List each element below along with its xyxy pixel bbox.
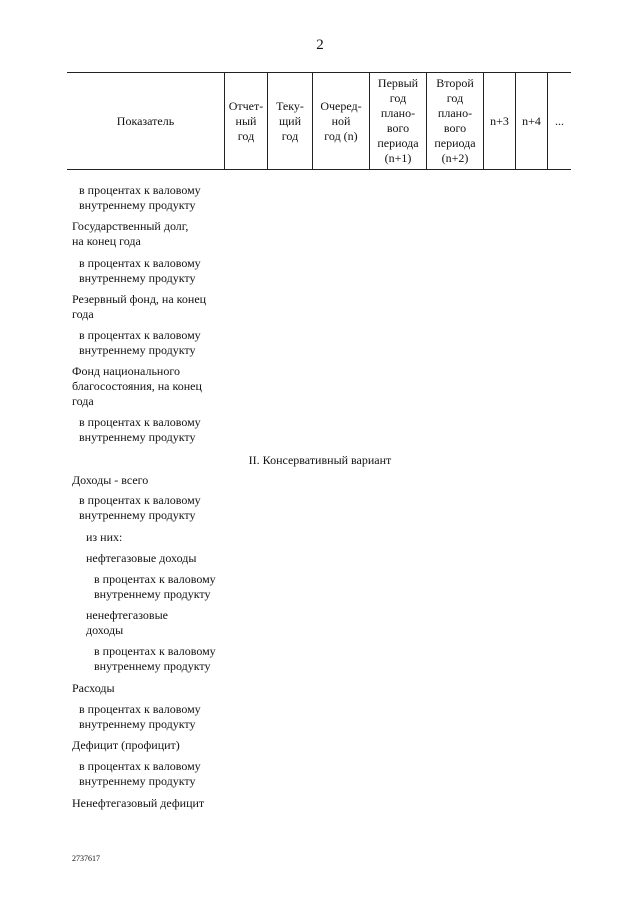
- table-row: из них:: [86, 530, 123, 544]
- table-row: в процентах к валовому внутреннему продукту: [79, 702, 201, 731]
- header-more: ...: [547, 73, 571, 169]
- header-reporting-year: Отчет- ный год: [224, 73, 267, 169]
- table-header: [67, 72, 571, 170]
- table-row: Расходы: [72, 681, 115, 695]
- table-row: в процентах к валовому внутреннему продукту: [79, 759, 201, 788]
- header-second-plan-year: Второй год плано- вого периода (n+2): [426, 73, 483, 169]
- table-row: Дефицит (профицит): [72, 738, 180, 752]
- table-row: в процентах к валовому внутреннему продукту: [79, 183, 201, 212]
- footer-code: 2737617: [72, 854, 100, 863]
- header-current-year: Теку- щий год: [267, 73, 312, 169]
- table-row: в процентах к валовому внутреннему продукту: [79, 256, 201, 285]
- table-row: Фонд национального благосостояния, на конец года: [72, 364, 202, 408]
- table-row: Доходы - всего: [72, 473, 149, 487]
- section-title: II. Консервативный вариант: [248, 453, 392, 467]
- table-row: Государственный долг, на конец года: [72, 219, 189, 248]
- table-row: в процентах к валовому внутреннему продукту: [79, 328, 201, 357]
- table-row: в процентах к валовому внутреннему продукту: [79, 415, 201, 444]
- table-row: в процентах к валовому внутреннему продукту: [94, 572, 216, 601]
- table-row: ненефтегазовые доходы: [86, 608, 168, 637]
- page-number: 2: [316, 37, 324, 53]
- table-row: в процентах к валовому внутреннему продукту: [79, 493, 201, 522]
- table-row: Резервный фонд, на конец года: [72, 292, 207, 321]
- table-row: нефтегазовые доходы: [86, 551, 197, 565]
- table-row: в процентах к валовому внутреннему продукту: [94, 644, 216, 673]
- header-n3: n+3: [483, 73, 515, 169]
- header-n4: n+4: [515, 73, 547, 169]
- header-first-plan-year: Первый год плано- вого периода (n+1): [369, 73, 426, 169]
- header-next-year: Очеред- ной год (n): [312, 73, 369, 169]
- table-row: Ненефтегазовый дефицит: [72, 796, 205, 810]
- header-indicator: Показатель: [116, 113, 175, 128]
